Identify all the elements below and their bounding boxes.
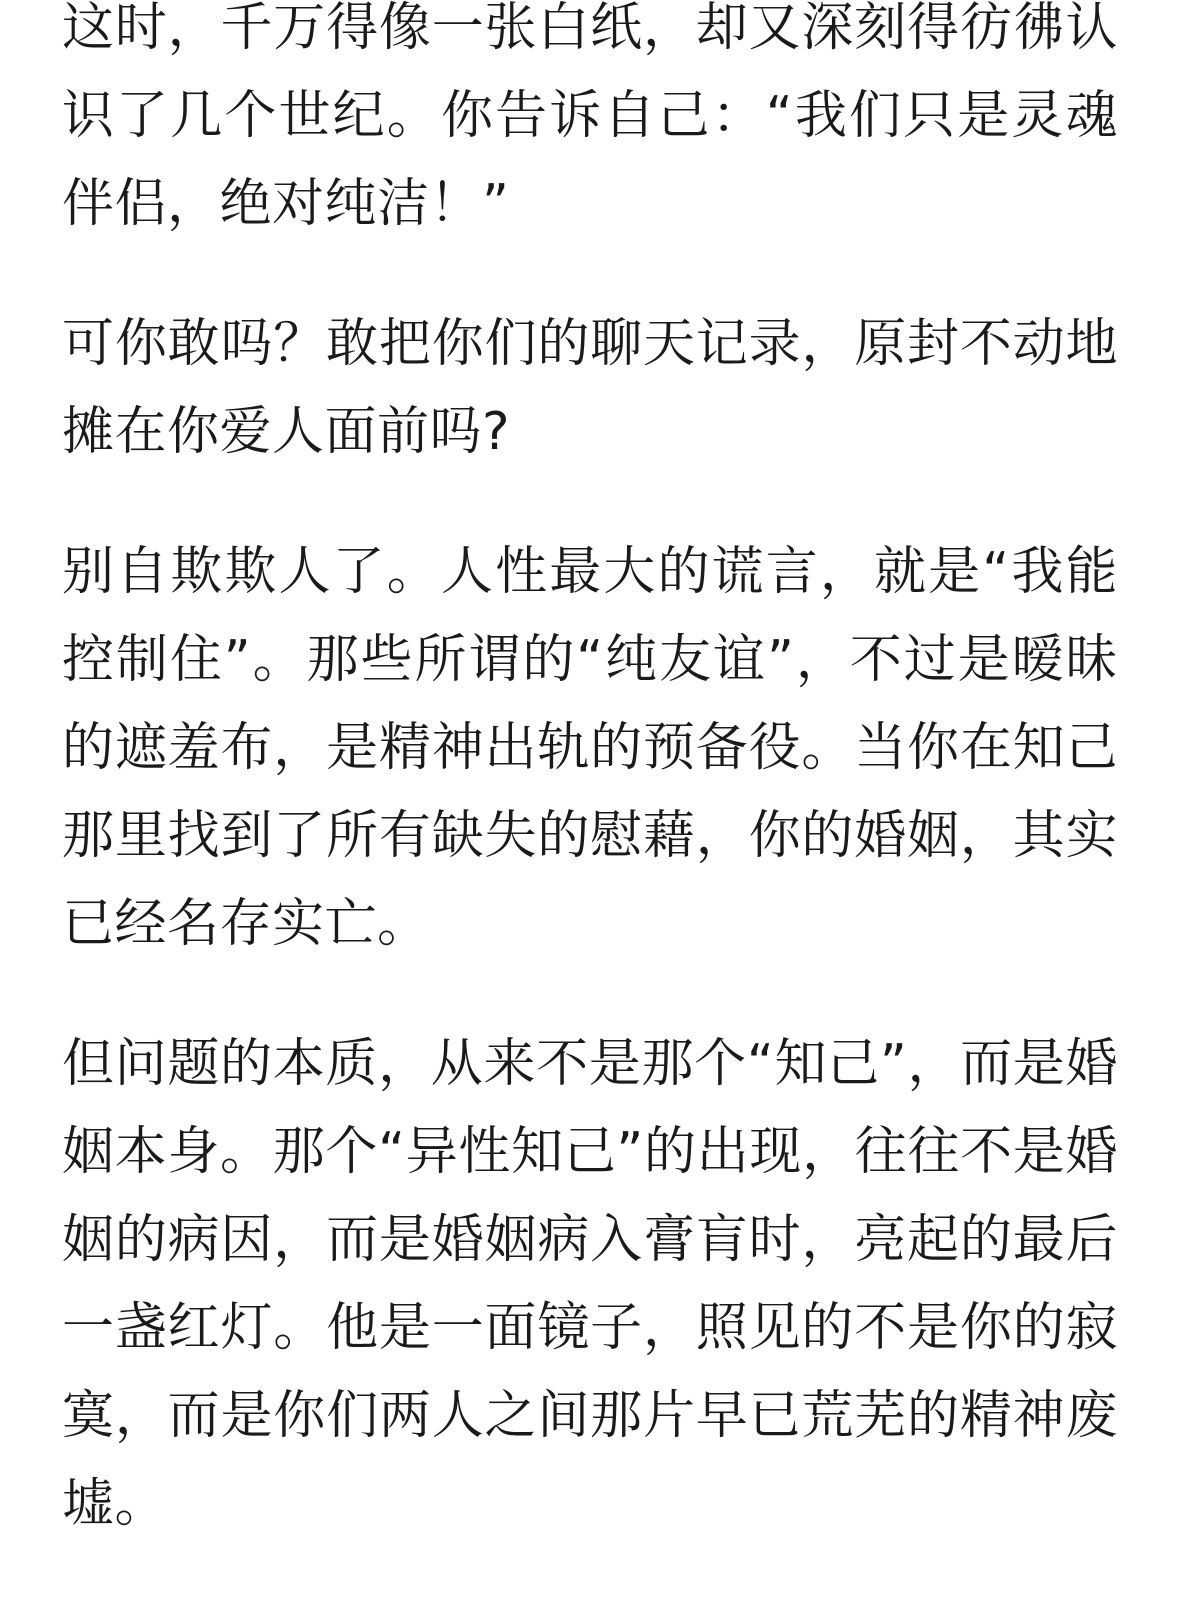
paragraph-1: 这时，千万得像一张白纸，却又深刻得彷彿认识了几个世纪。你告诉自己：“我们只是灵魂伴侣，绝对纯洁！” (62, 0, 1118, 234)
paragraph-2: 可你敢吗？敢把你们的聊天记录，原封不动地摊在你爱人面前吗? (62, 314, 1118, 462)
paragraph-4: 但问题的本质，从来不是那个“知己”，而是婚姻本身。那个“异性知己”的出现，往往不是婚姻的病因，而是婚姻病入膏肓时，亮起的最后一盏红灯。他是一面镜子，照见的不是你的寂寞，而是你们两人之间那片早已荒芜的精神废墟。 (62, 1034, 1118, 1534)
paragraph-3: 别自欺欺人了。人性最大的谎言，就是“我能控制住”。那些所谓的“纯友谊”，不过是暧昧的遮羞布，是精神出轨的预备役。当你在知己那里找到了所有缺失的慰藉，你的婚姻，其实已经名存实亡。 (62, 542, 1118, 954)
article-body (62, 0, 1118, 1600)
